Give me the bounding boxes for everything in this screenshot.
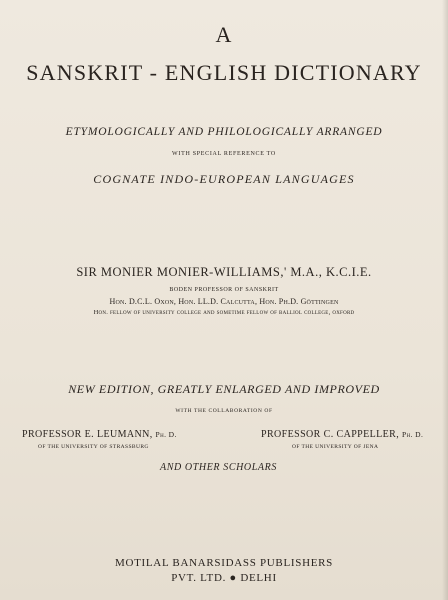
subtitle-special-reference: WITH SPECIAL REFERENCE TO (172, 151, 276, 157)
subtitle-etymology: ETYMOLOGICALLY AND PHILOLOGICALLY ARRANGED (65, 126, 383, 138)
edition-heading: NEW EDITION, GREATLY ENLARGED AND IMPROVED (68, 382, 380, 396)
author-name: SIR MONIER MONIER-WILLIAMS,' M.A., K.C.I.E. (76, 265, 372, 279)
collaborator-cappeller (261, 429, 423, 440)
collaborator-affiliation: OF THE UNIVERSITY OF JENA (292, 444, 379, 450)
publisher-location: PVT. LTD. ● DELHI (171, 572, 277, 584)
collaborator-degree: Ph. D. (402, 430, 424, 439)
collaborator-name: PROFESSOR E. LEUMANN, (22, 429, 156, 440)
subtitle-cognate: COGNATE INDO-EUROPEAN LANGUAGES (93, 172, 355, 186)
author-position: BODEN PROFESSOR OF SANSKRIT (169, 287, 279, 293)
book-title: SANSKRIT - ENGLISH DICTIONARY (26, 60, 422, 85)
author-honours: Hon. D.C.L. Oxon, Hon. LL.D. Calcutta, Hon. Ph.D. Göttingen (109, 297, 339, 306)
other-scholars: AND OTHER SCHOLARS (160, 462, 277, 473)
collaborator-leumann (22, 429, 177, 440)
publisher-name: MOTILAL BANARSIDASS PUBLISHERS (114, 557, 333, 569)
collaboration-note: WITH THE COLLABORATION OF (175, 408, 273, 414)
collaborator-affiliation: OF THE UNIVERSITY OF STRASSBURG (38, 444, 149, 450)
collaborator-degree: Ph. D. (155, 430, 177, 439)
author-fellowships: Hon. fellow of university college and sometime fellow of balliol college, oxford (93, 309, 355, 316)
collaborator-name: PROFESSOR C. CAPPELLER, (261, 429, 403, 440)
title-article: A (215, 22, 233, 47)
